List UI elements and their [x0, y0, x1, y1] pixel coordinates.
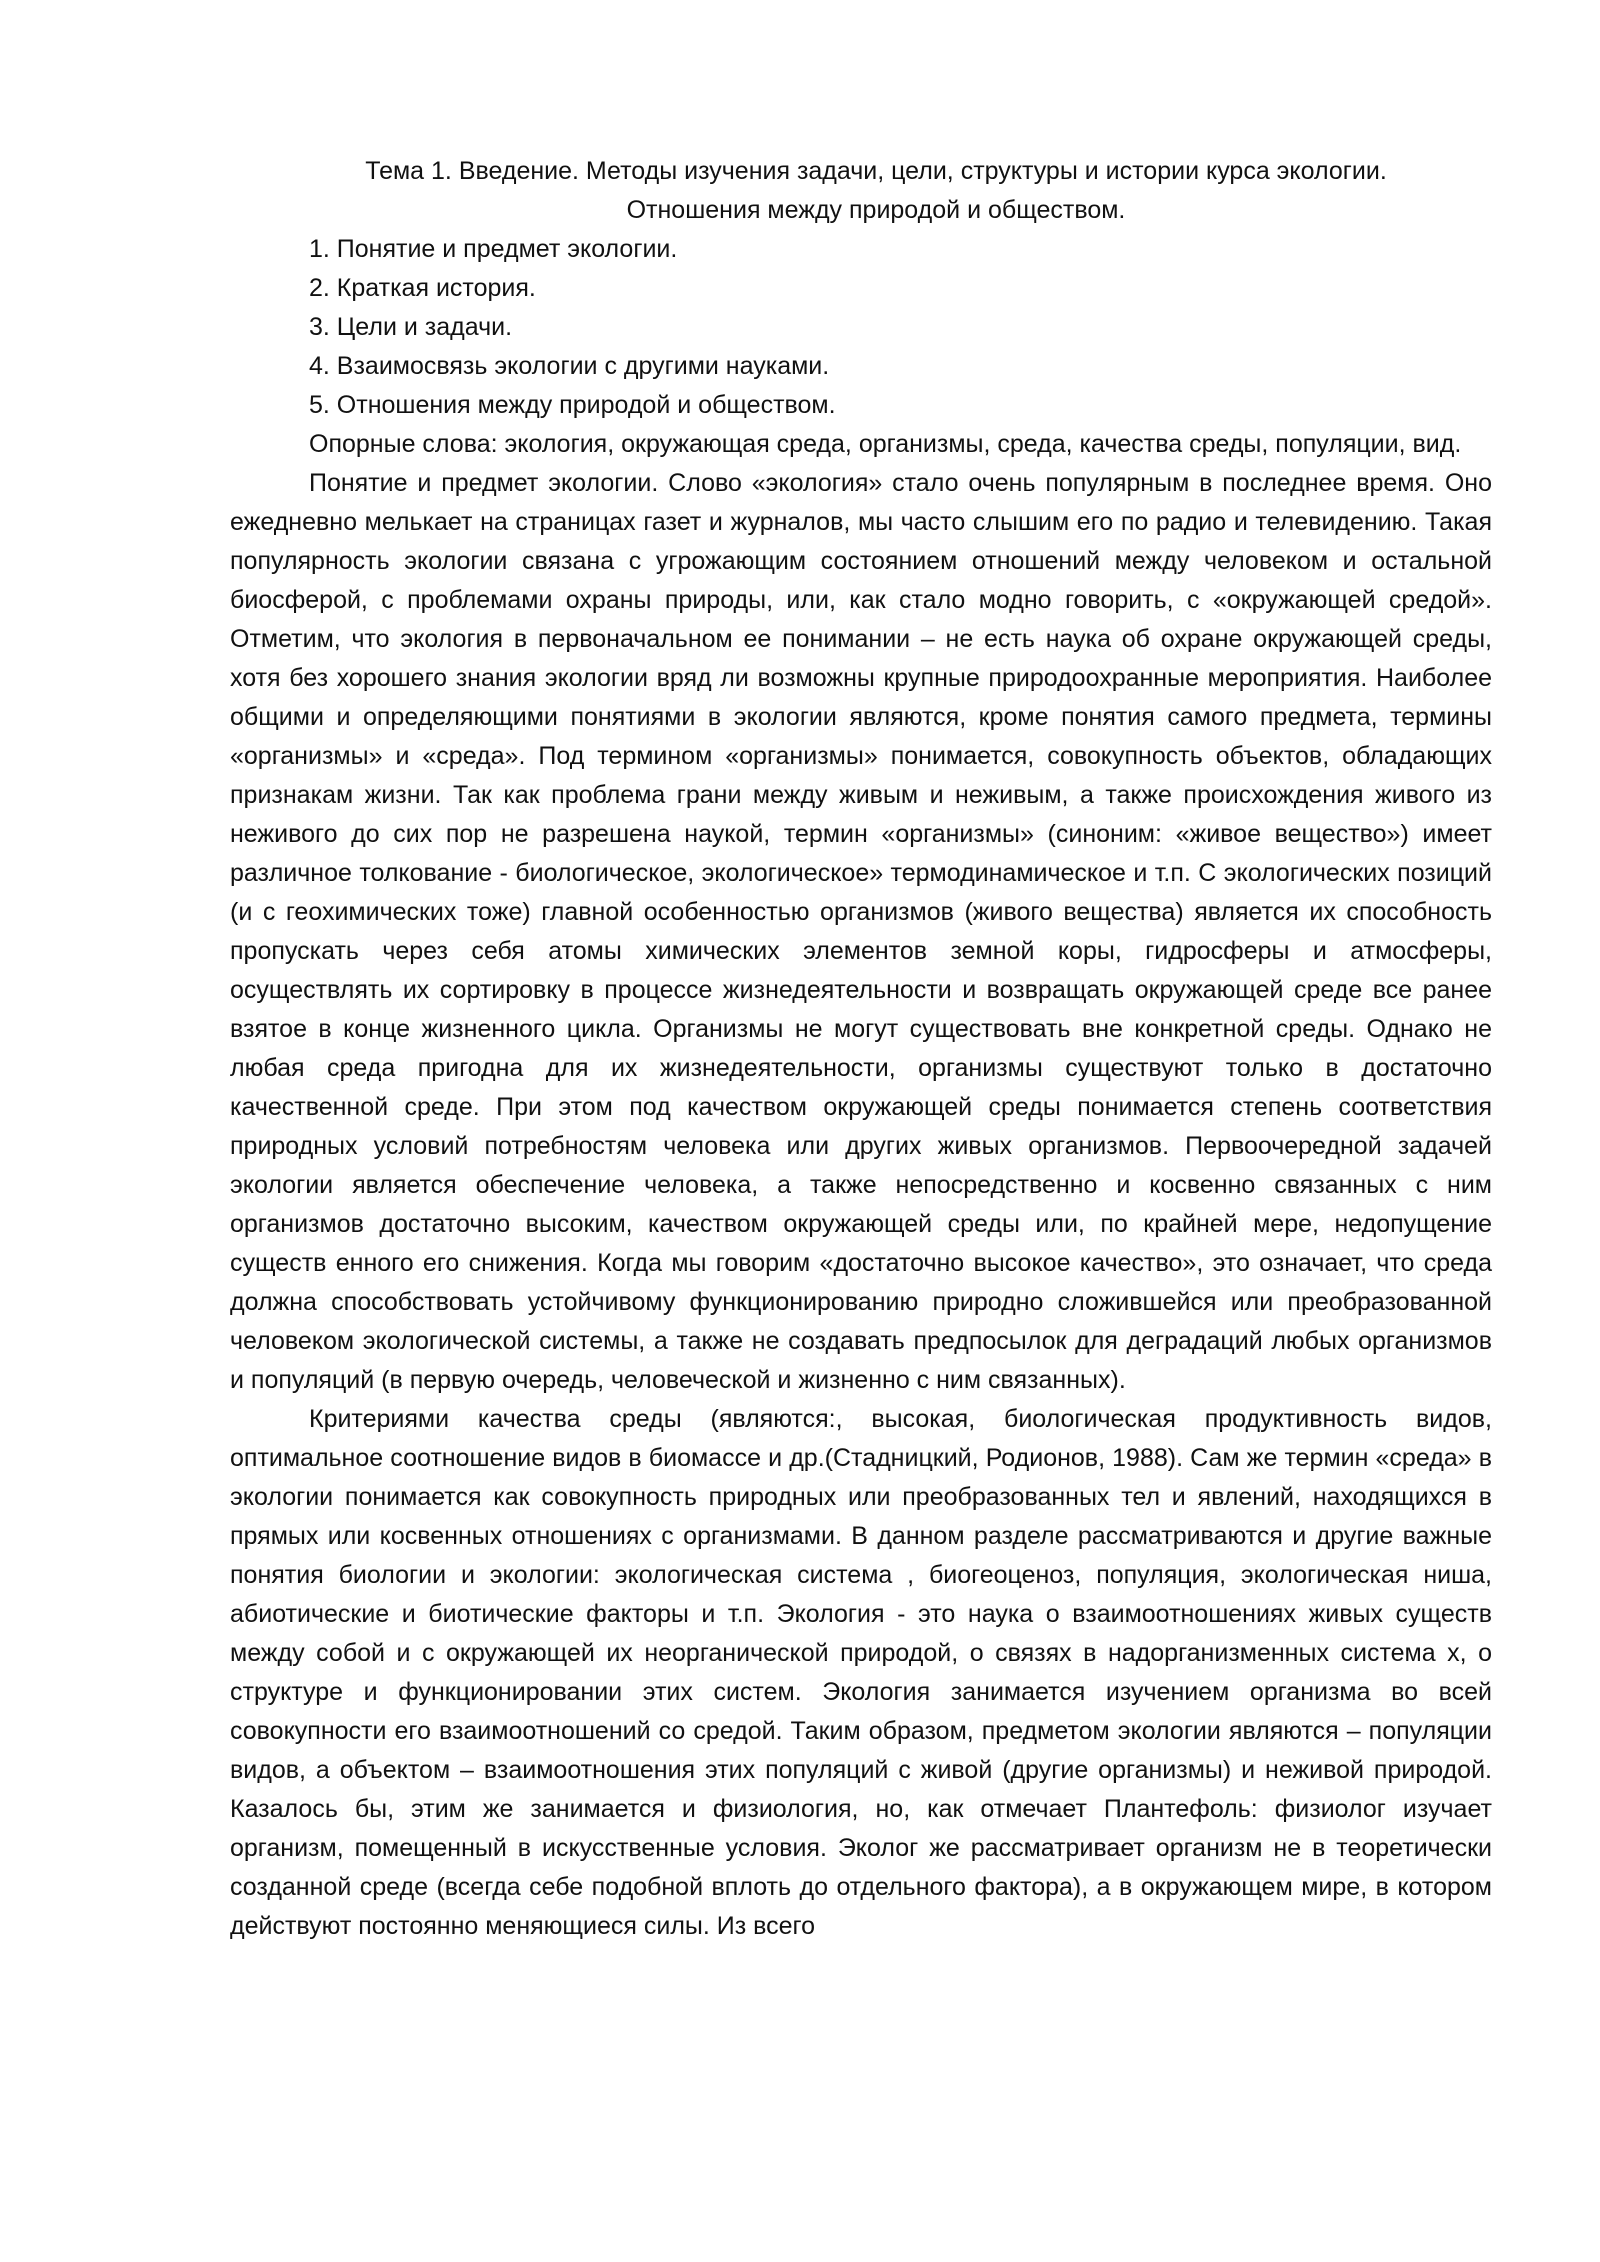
keywords-paragraph: Опорные слова: экология, окружающая среда, организмы, среда, качества среды, популяции, вид. [309, 430, 1462, 458]
plan-item-3: 3. Цели и задачи. [309, 313, 513, 341]
environment-quality-paragraph: Критериями качества среды (являются:, высокая, биологическая продуктивность видов, оптимальное соотношение видов в биомассе и др.(Стадницкий, Родионов, 1988). Сам же термин «среда» в экологии понимается как совокупность природных или преобразованных тел и явлений, находящихся в прямых или косвенных отношениях с организмами. В данном разделе рассматриваются и другие важные понятия биологии и экологии: экологическая система , биогеоценоз, популяция, экологическая ниша, абиотические и биотические факторы и т.п. Экология - это наука о взаимоотношениях живых существ между собой и с окружающей их неорганической природой, о связях в надорганизменных система х, о структуре и функционировании этих систем. Экология занимается изучением организма во всей совокупности его взаимоотношений со средой. Таким образом, предметом экологии являются – популяции видов, а объектом – взаимоотношения этих популяций с живой (другие организмы) и неживой природой. Казалось бы, этим же занимается и физиология, но, как отмечает Плантефоль: физиолог изучает организм, помещенный в искусственные условия. Эколог же рассматривает организм не в теоретически созданной среде (всегда себе подобной вплоть до отдельного фактора), а в окружающем мире, в котором действуют постоянно меняющиеся силы. Из всего [230, 1405, 1492, 1940]
title-line-1: Тема 1. Введение. Методы изучения задачи, цели, структуры и истории курса экологии. [365, 157, 1387, 185]
plan-item-2: 2. Краткая история. [309, 274, 536, 302]
title-line-2: Отношения между природой и обществом. [626, 196, 1126, 224]
plan-item-1: 1. Понятие и предмет экологии. [309, 235, 678, 263]
plan-item-4: 4. Взаимосвязь экологии с другими науками. [309, 352, 830, 380]
ecology-concept-paragraph: Понятие и предмет экологии. Слово «экология» стало очень популярным в последнее время. Оно ежедневно мелькает на страницах газет и журналов, мы часто слышим его по радио и телевидению. Такая популярность экологии связана с угрожающим состоянием отношений между человеком и остальной биосферой, с проблемами охраны природы, или, как стало модно говорить, с «окружающей средой». Отметим, что экология в первоначальном ее понимании – не есть наука об охране окружающей среды, хотя без хорошего знания экологии вряд ли возможны крупные природоохранные мероприятия. Наиболее общими и определяющими понятиями в экологии являются, кроме понятия самого предмета, термины «организмы» и «среда». Под термином «организмы» понимается, совокупность объектов, обладающих признакам жизни. Так как проблема грани между живым и неживым, а также происхождения живого из неживого до сих пор не разрешена наукой, термин «организмы» (синоним: «живое вещество») имеет различное толкование - биологическое, экологическое» термодинамическое и т.п. С экологических позиций (и с геохимических тоже) главной особенностью организмов (живого вещества) является их способность пропускать через себя атомы химических элементов земной коры, гидросферы и атмосферы, осуществлять их сортировку в процессе жизнедеятельности и возвращать окружающей среде все ранее взятое в конце жизненного цикла. Организмы не могут существовать вне конкретной среды. Однако не любая среда пригодна для их жизнедеятельности, организмы существуют только в достаточно качественной среде. При этом под качеством окружающей среды понимается степень соответствия природных условий потребностям человека или других живых организмов. Первоочередной задачей экологии является обеспечение человека, а также непосредственно и косвенно связанных с ним организмов достаточно высоким, качеством окружающей среды или, по крайней мере, недопущение существ енного его снижения. Когда мы говорим «достаточно высокое качество», это означает, что среда должна способствовать устойчивому функционированию природно сложившейся или преобразованной человеком экологической системы, а также не создавать предпосылок для деградаций любых организмов и популяций (в первую очередь, человеческой и жизненно с ним связанных). [230, 469, 1492, 1394]
plan-item-5: 5. Отношения между природой и обществом. [309, 391, 836, 419]
lecture-plan-list [230, 230, 1492, 425]
document-title [230, 152, 1492, 230]
